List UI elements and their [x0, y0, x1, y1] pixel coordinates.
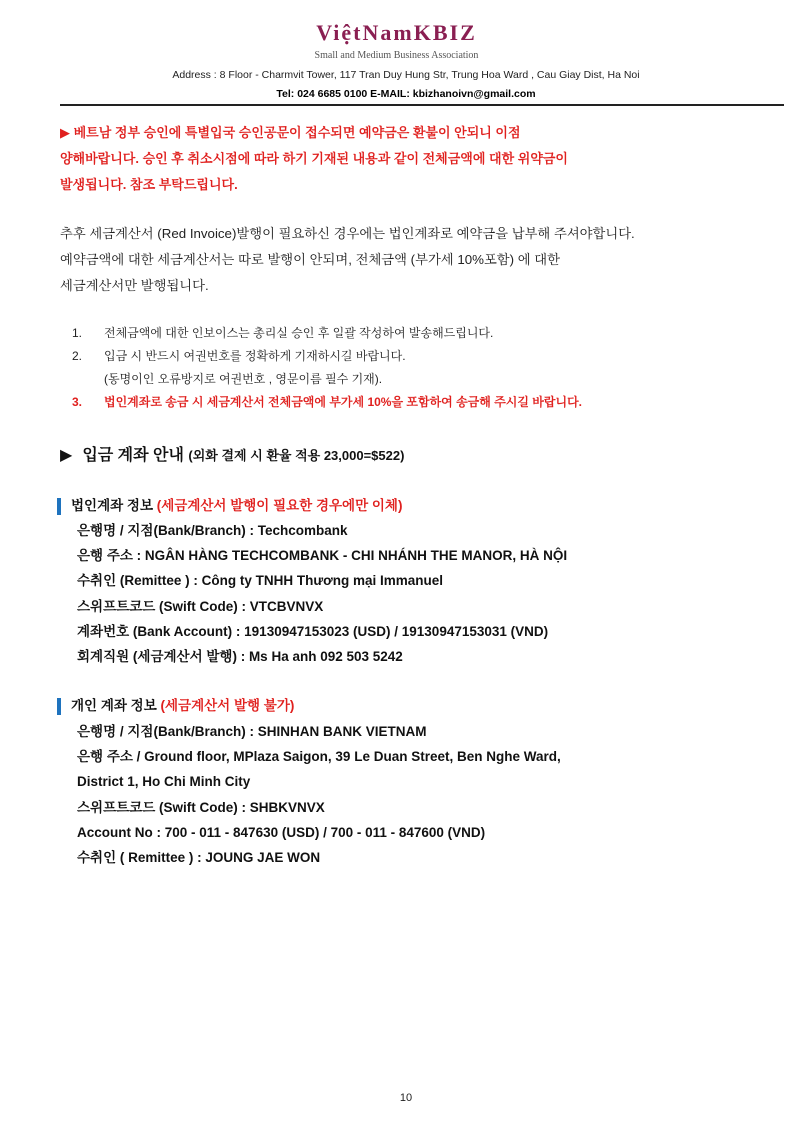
info-line: 은행 주소 / Ground floor, MPlaza Saigon, 39 Le Duan Street, Ben Nghe Ward, [77, 749, 561, 765]
refund-notice [60, 120, 760, 198]
list-item [60, 391, 760, 414]
corporate-account-info [77, 518, 757, 669]
info-line: Account No : 700 - 011 - 847630 (USD) / 700 - 011 - 847600 (VND) [77, 824, 486, 840]
section-subtitle: (외화 결제 시 환율 적용 23,000=$522) [188, 448, 405, 463]
list-text: (동명이인 오류방지로 여권번호 , 영문이름 필수 기재). [104, 372, 383, 386]
paragraph-line-1: 추후 세금계산서 (Red Invoice)발행이 필요하신 경우에는 법인계좌로 예약금을 납부해 주셔야합니다. [60, 226, 635, 241]
info-line: 회계직원 (세금계산서 발행) : Ms Ha anh 092 503 5242 [77, 649, 403, 665]
paragraph-line-3: 세금계산서만 발행됩니다. [60, 278, 209, 293]
notice-line-3: 발생됩니다. 참조 부탁드립니다. [60, 177, 238, 192]
list-text: 법인계좌로 송금 시 세금계산서 전체금액에 부가세 10%을 포함하여 송금해 주시길 바랍니다. [104, 395, 583, 409]
info-line: District 1, Ho Chi Minh City [77, 774, 251, 790]
list-item [60, 368, 760, 391]
page-number: 10 [399, 1092, 413, 1104]
list-number: 3. [72, 395, 83, 409]
corporate-account-heading [57, 494, 402, 515]
logo: ViệtNamKBIZ [316, 20, 477, 45]
info-line: 은행명 / 지점(Bank/Branch) : SHINHAN BANK VIETNAM [77, 724, 427, 739]
info-line: 수취인 ( Remittee ) : JOUNG JAE WON [77, 850, 321, 866]
list-number: 1. [72, 326, 83, 340]
info-line: 스위프트코드 (Swift Code) : SHBKVNVX [77, 799, 325, 815]
section-bar [57, 498, 61, 515]
header-divider [60, 104, 784, 106]
paragraph-line-2: 예약금액에 대한 세금계산서는 따로 발행이 안되며, 전체금액 (부가세 10%포함) 에 대한 [60, 252, 560, 267]
info-line: 수취인 (Remittee ) : Công ty TNHH Thương mại Immanuel [77, 573, 444, 589]
logo-subtitle: Small and Medium Business Association [314, 50, 479, 61]
triangle-right-icon: ▶ [60, 447, 73, 464]
list-text: 입금 시 반드시 여권번호를 정확하게 기재하시길 바랍니다. [104, 349, 406, 363]
info-line: 스위프트코드 (Swift Code) : VTCBVNVX [77, 598, 324, 614]
notice-line-1: 베트남 정부 승인에 특별입국 승인공문이 접수되면 예약금은 환불이 안되니 이점 [73, 125, 521, 140]
instruction-list [60, 322, 760, 414]
corporate-note: (세금계산서 발행이 필요한 경우에만 이체) [156, 498, 403, 513]
corporate-title: 법인계좌 정보 [71, 498, 153, 513]
invoice-paragraph [60, 221, 760, 299]
personal-note: (세금계산서 발행 불가) [160, 698, 295, 713]
triangle-right-icon: ▶ [60, 125, 70, 140]
contact-line: Tel: 024 6685 0100 E-MAIL: kbizhanoivn@gmail.com [276, 88, 536, 100]
list-item [60, 345, 760, 368]
info-line: 은행 주소 : NGÂN HÀNG TECHCOMBANK - CHI NHÁNH THE MANOR, HÀ NỘI [77, 548, 568, 564]
section-bar [57, 698, 61, 715]
notice-line-2: 양해바랍니다. 승인 후 취소시점에 따라 하기 기재된 내용과 같이 전체금액에 대한 위약금이 [60, 151, 568, 166]
list-item [60, 322, 760, 345]
list-number: 2. [72, 349, 83, 363]
info-line: 은행명 / 지점(Bank/Branch) : Techcombank [77, 523, 348, 538]
info-line: 계좌번호 (Bank Account) : 19130947153023 (USD) / 19130947153031 (VND) [77, 623, 549, 639]
personal-account-heading [57, 694, 294, 715]
section-heading [60, 442, 404, 465]
list-text: 전체금액에 대한 인보이스는 총리실 승인 후 일괄 작성하여 발송해드립니다. [104, 326, 494, 340]
section-title: 입금 계좌 안내 [82, 447, 184, 464]
personal-account-info [77, 719, 757, 870]
personal-title: 개인 계좌 정보 [71, 698, 157, 713]
letterhead [0, 0, 793, 108]
address: Address : 8 Floor - Charmvit Tower, 117 Tran Duy Hung Str, Trung Hoa Ward , Cau Giay Dist, Ha Noi [172, 69, 640, 81]
